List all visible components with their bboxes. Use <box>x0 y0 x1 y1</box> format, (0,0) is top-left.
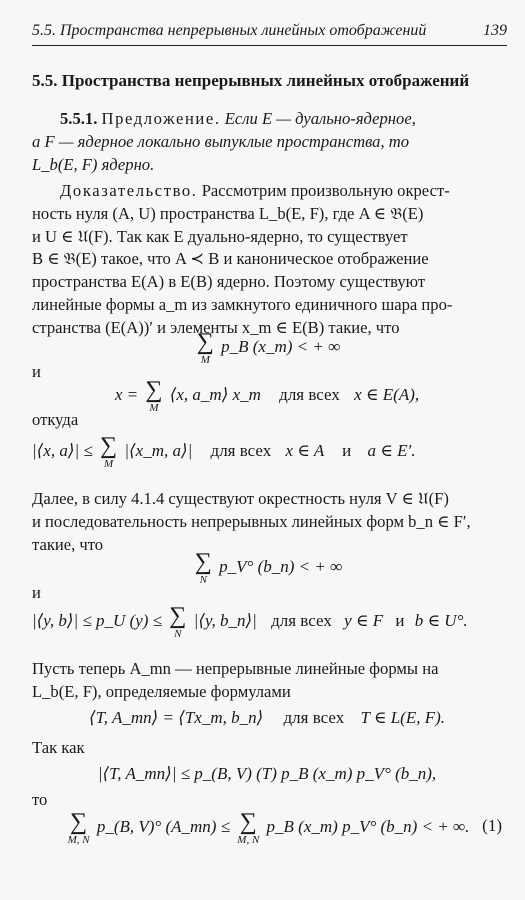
proposition-label: Предложение. <box>101 109 221 128</box>
proof-line-3: и U ∈ 𝔘(F). Так как E дуально-ядерно, то существует <box>32 226 408 246</box>
formula-2-cond-text: для всех <box>279 384 340 404</box>
proposition-line-3: L_b(E, F) ядерно. <box>32 154 155 174</box>
formula-5-and: и <box>395 610 405 630</box>
formula-4-body: p_V° (b_n) < + ∞ <box>219 556 343 576</box>
formula-5-cond-text: для всех <box>271 610 332 630</box>
formula-2-body: ⟨x, a_m⟩ x_m <box>169 384 261 404</box>
conjunction-5: то <box>32 790 48 809</box>
formula-5-cond: y ∈ F <box>344 610 384 630</box>
conjunction-2: откуда <box>32 410 79 429</box>
sum-sign: ∑ M, N <box>237 809 260 846</box>
sum-sign: ∑ N <box>169 603 187 640</box>
running-header <box>32 22 507 46</box>
paragraph-2-line-2: и последовательность непрерывных линейных форм b_n ∈ F′, <box>32 511 471 531</box>
formula-2-lhs: x = <box>114 384 139 404</box>
proof-paragraph <box>32 180 502 340</box>
formula-3-and: и <box>342 440 352 460</box>
proposition-line-1: Если E — дуально-ядерное, <box>224 109 416 128</box>
paragraph-2 <box>32 488 502 556</box>
formula-2 <box>32 378 502 414</box>
formula-5 <box>32 604 502 640</box>
paragraph-2-line-3: такие, что <box>32 534 104 554</box>
formula-3-cond: x ∈ A <box>285 440 324 460</box>
sum-sign: ∑ M <box>100 433 118 470</box>
formula-7-body: |⟨T, A_mn⟩| ≤ p_(B, V) (T) p_B (x_m) p_V° (b_n), <box>97 764 437 783</box>
proof-line-2: ность нуля (A, U) пространства L_b(E, F), где A ∈ 𝔅(E) <box>32 203 424 223</box>
conjunction-4: Так как <box>32 738 85 757</box>
formula-8 <box>32 810 502 846</box>
proof-line-4: B ∈ 𝔅(E) такое, что A ≺ B и каноническое отображение <box>32 249 429 269</box>
formula-3-body: |⟨x_m, a⟩| <box>124 440 193 460</box>
formula-6 <box>32 708 502 728</box>
formula-3-cond2: a ∈ E′. <box>367 440 416 460</box>
formula-2-cond: x ∈ E(A), <box>354 384 420 404</box>
formula-3-lhs: |⟨x, a⟩| ≤ <box>32 440 93 460</box>
equation-number: (1) <box>482 816 502 835</box>
formula-4 <box>32 550 502 586</box>
sum-sign: ∑ M <box>145 377 163 414</box>
proposition-number: 5.5.1. <box>60 109 98 128</box>
formula-8-lhs: p_(B, V)° (A_mn) ≤ <box>96 816 231 836</box>
sum-sign: ∑ M, N <box>67 809 90 846</box>
formula-5-cond2: b ∈ U°. <box>414 610 468 630</box>
formula-3 <box>32 434 502 470</box>
formula-5-lhs: |⟨y, b⟩| ≤ p_U (y) ≤ <box>32 610 163 630</box>
formula-6-cond: T ∈ L(E, F). <box>360 708 446 727</box>
formula-6-body: ⟨T, A_mn⟩ = ⟨Tx_m, b_n⟩ <box>88 708 264 727</box>
formula-7 <box>32 764 502 784</box>
sum-sign: ∑ M <box>196 329 214 366</box>
paragraph-2-line-1: Далее, в силу 4.1.4 существуют окрестность нуля V ∈ 𝔘(F) <box>32 489 449 508</box>
sum-sign: ∑ N <box>194 549 212 586</box>
proof-label: Доказательство. <box>60 181 198 200</box>
formula-6-cond-text: для всех <box>283 708 345 727</box>
formula-3-cond-text: для всех <box>210 440 272 460</box>
proof-line-6: линейные формы a_m из замкнутого единичного шара про- <box>32 294 453 314</box>
paragraph-3-line-1: Пусть теперь A_mn — непрерывные линейные формы на <box>32 659 439 678</box>
paragraph-3-line-2: L_b(E, F), определяемые формулами <box>32 681 291 701</box>
page-number: 139 <box>483 22 507 39</box>
formula-5-body: |⟨y, b_n⟩| <box>193 610 257 630</box>
conjunction-1: и <box>32 362 41 381</box>
paragraph-3 <box>32 658 502 704</box>
proof-line-7: странства (E(A))′ и элементы x_m ∈ E(B) такие, что <box>32 317 400 337</box>
formula-8-body: p_B (x_m) p_V° (b_n) < + ∞. <box>266 816 470 836</box>
section-title: 5.5. Пространства непрерывных линейных отображений <box>32 71 470 90</box>
proposition-line-2: а F — ядерное локально выпуклые пространства, то <box>32 131 410 151</box>
conjunction-3: и <box>32 583 41 602</box>
formula-1 <box>32 330 502 366</box>
proposition <box>32 108 502 176</box>
proof-line-1: Рассмотрим произвольную окрест- <box>201 181 450 200</box>
running-title: 5.5. Пространства непрерывных линейных отображений <box>32 22 427 39</box>
formula-1-body: p_B (x_m) < + ∞ <box>221 336 341 356</box>
proof-line-5: пространства E(A) в E(B) ядерно. Поэтому существуют <box>32 272 426 292</box>
